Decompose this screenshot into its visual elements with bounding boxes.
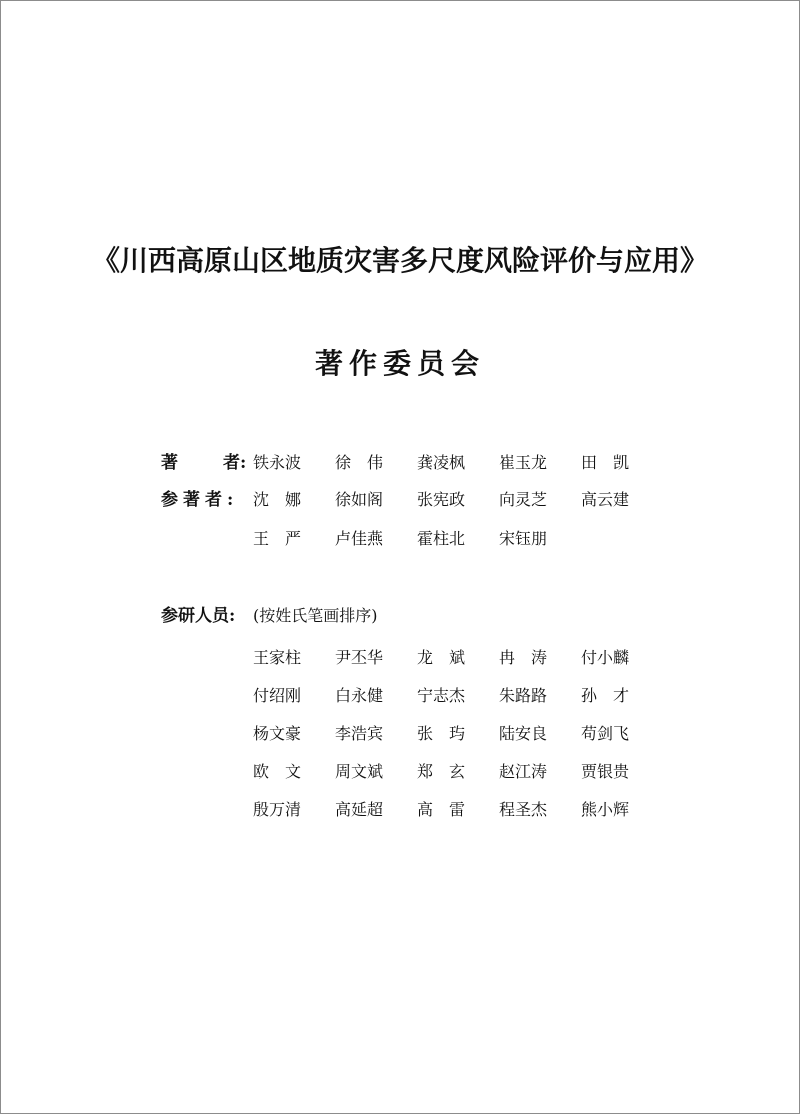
researcher-name: 付绍刚 bbox=[253, 686, 302, 705]
co-author-name: 张宪政 bbox=[417, 490, 466, 509]
co-authors-label bbox=[161, 488, 238, 512]
author-name: 铁永波 bbox=[253, 453, 302, 472]
authors-names bbox=[253, 451, 663, 475]
researcher-name: 尹丕华 bbox=[335, 648, 384, 667]
researcher-name: 高延超 bbox=[335, 800, 384, 819]
co-authors-names-row-1 bbox=[253, 488, 663, 512]
co-author-name: 徐如阁 bbox=[335, 490, 384, 509]
co-author-name: 卢佳燕 bbox=[335, 529, 384, 548]
researcher-name: 杨文豪 bbox=[253, 724, 302, 743]
researcher-name: 李浩宾 bbox=[335, 724, 384, 743]
book-title: 《川西高原山区地质灾害多尺度风险评价与应用》 bbox=[91, 244, 708, 277]
author-name: 徐 伟 bbox=[335, 453, 384, 472]
researchers-list bbox=[253, 646, 663, 836]
co-authors-label-text: 参著者 bbox=[161, 490, 227, 510]
co-authors-names-row-2 bbox=[253, 527, 581, 551]
researcher-name: 程圣杰 bbox=[499, 800, 548, 819]
author-name: 崔玉龙 bbox=[499, 453, 548, 472]
researcher-name: 殷万清 bbox=[253, 800, 302, 819]
authors-label-char-1: 著 bbox=[161, 453, 178, 473]
researcher-name: 赵江涛 bbox=[499, 762, 548, 781]
researcher-name: 陆安良 bbox=[499, 724, 548, 743]
co-author-name: 高云建 bbox=[581, 490, 630, 509]
co-author-name: 霍柱北 bbox=[417, 529, 466, 548]
researcher-row bbox=[253, 722, 663, 760]
co-author-name: 王 严 bbox=[253, 529, 302, 548]
researchers-label-colon: : bbox=[229, 606, 236, 626]
researcher-name: 王家柱 bbox=[253, 648, 302, 667]
researcher-name: 朱路路 bbox=[499, 686, 548, 705]
researcher-name: 贾银贵 bbox=[581, 762, 630, 781]
researcher-row bbox=[253, 684, 663, 722]
researcher-row bbox=[253, 760, 663, 798]
researcher-name: 熊小辉 bbox=[581, 800, 630, 819]
authors-label-colon: : bbox=[240, 453, 247, 473]
co-author-name: 宋钰朋 bbox=[499, 529, 548, 548]
authors-label bbox=[161, 451, 246, 475]
researcher-name: 高 雷 bbox=[417, 800, 466, 819]
researchers-sort-note: (按姓氏笔画排序) bbox=[253, 606, 378, 625]
researcher-name: 宁志杰 bbox=[417, 686, 466, 705]
researchers-label bbox=[161, 604, 235, 628]
researcher-name: 龙 斌 bbox=[417, 648, 466, 667]
author-name: 田 凯 bbox=[581, 453, 630, 472]
researcher-name: 张 玙 bbox=[417, 724, 466, 743]
researcher-row bbox=[253, 646, 663, 684]
co-author-name: 向灵芝 bbox=[499, 490, 548, 509]
co-author-name: 沈 娜 bbox=[253, 490, 302, 509]
researcher-name: 冉 涛 bbox=[499, 648, 548, 667]
researcher-name: 孙 才 bbox=[581, 686, 630, 705]
committee-title: 著作委员会 bbox=[314, 347, 485, 380]
researcher-name: 周文斌 bbox=[335, 762, 384, 781]
co-authors-label-colon: : bbox=[227, 490, 239, 510]
authors-label-char-2: 者 bbox=[223, 453, 240, 473]
researcher-name: 付小麟 bbox=[581, 648, 630, 667]
researcher-name: 欧 文 bbox=[253, 762, 302, 781]
researcher-row bbox=[253, 798, 663, 836]
researcher-name: 郑 玄 bbox=[417, 762, 466, 781]
researcher-name: 白永健 bbox=[335, 686, 384, 705]
researcher-name: 苟剑飞 bbox=[581, 724, 630, 743]
researchers-label-text: 参研人员 bbox=[161, 606, 229, 626]
author-name: 龚凌枫 bbox=[417, 453, 466, 472]
